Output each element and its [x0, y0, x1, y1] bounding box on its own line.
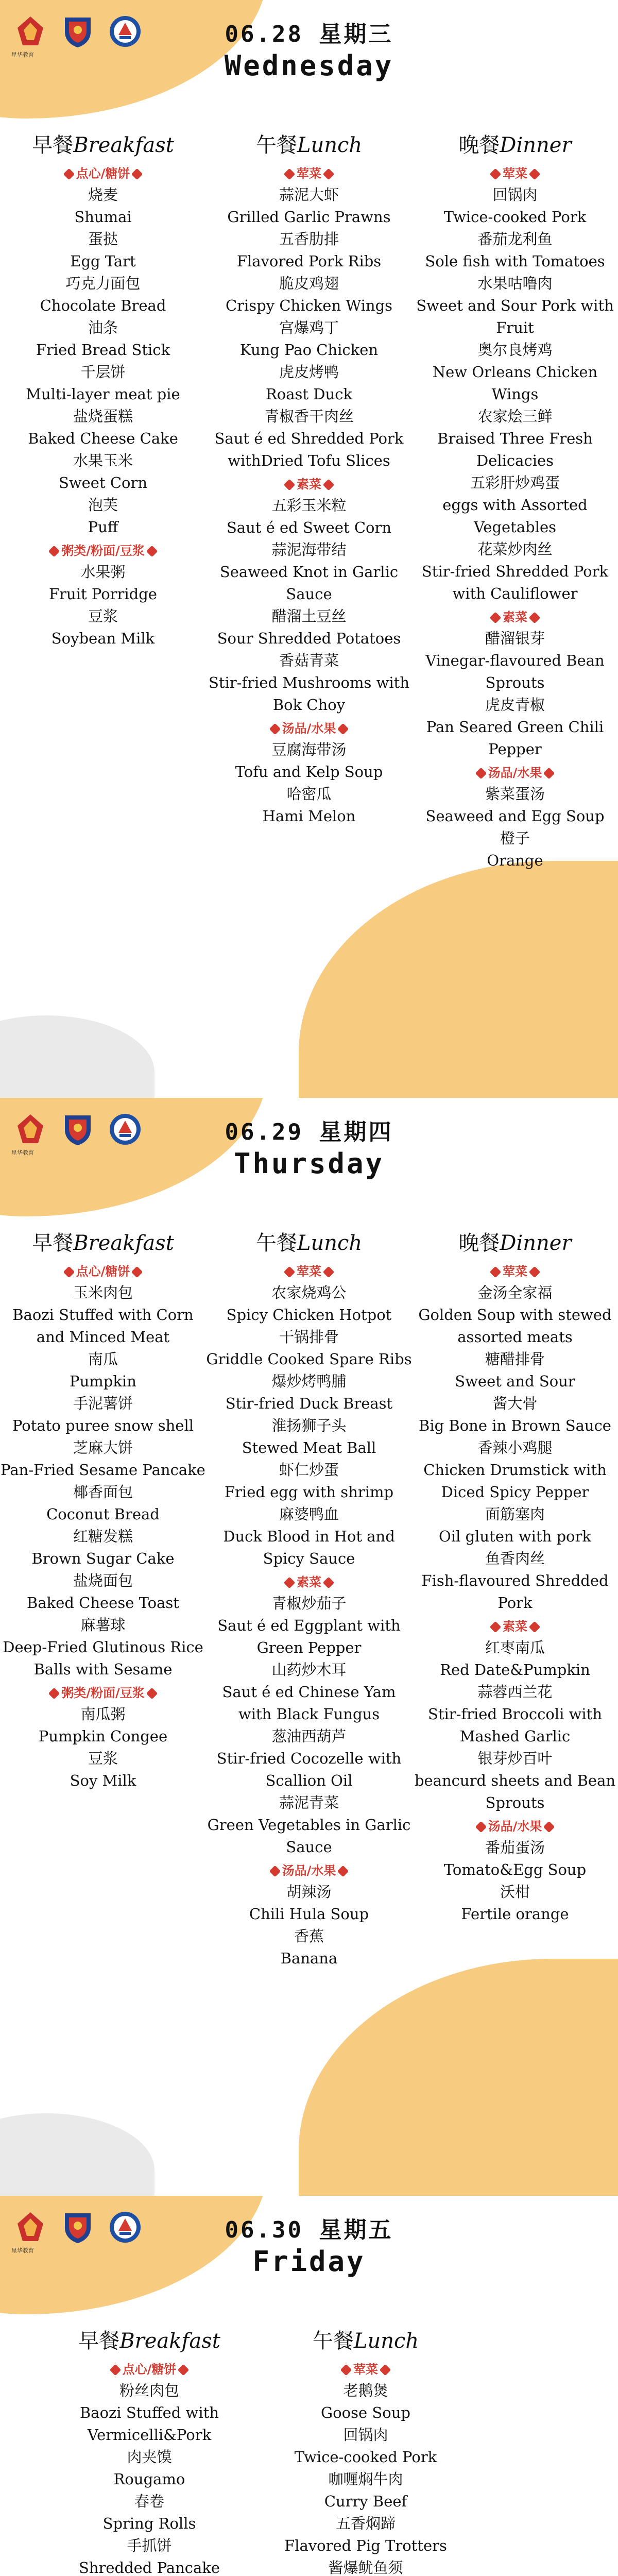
menu-item: Braised Three Fresh Delicacies [437, 430, 593, 469]
meal-title [412, 1227, 618, 1256]
diamond-icon [529, 1621, 541, 1633]
menu-item: 麻薯球 [80, 1616, 126, 1634]
menu-item: Sole fish with Tomatoes [425, 252, 605, 270]
menu-item: Kung Pao Chicken [239, 341, 379, 359]
menu-item: Fertile orange [461, 1905, 569, 1923]
menu-item: 农家烩三鲜 [477, 408, 553, 425]
menu-item: 宫爆鸡丁 [279, 319, 339, 336]
section-label-text: 荤菜 [297, 1264, 321, 1279]
menu-item: Saut é ed Shredded Pork withDried Tofu Slices [214, 430, 404, 469]
meal-title-cn: 早餐 [32, 1231, 74, 1255]
menu-item: 脆皮鸡翅 [279, 275, 339, 292]
diamond-icon [490, 612, 502, 624]
menu-item: Puff [88, 518, 118, 536]
menu-item: Curry Beef [324, 2493, 407, 2510]
meal-title-cn: 午餐 [312, 2329, 354, 2353]
menu-item: 盐烧蛋糕 [73, 408, 133, 425]
decorative-blob [299, 1959, 618, 2196]
menu-item: 五香焖蹄 [335, 2515, 396, 2532]
logo-caption: 星华教育 [11, 1149, 34, 1156]
menu-item: Potato puree snow shell [12, 1417, 194, 1434]
section-label [41, 2360, 258, 2379]
section-label [412, 1817, 618, 1836]
menu-item: 奥尔良烤鸡 [477, 341, 553, 359]
menu-item: 泡芙 [88, 496, 118, 514]
menu-item: Goose Soup [321, 2404, 410, 2421]
menu-item: 豆浆 [88, 1750, 118, 1767]
menu-item: 山药炒木耳 [271, 1661, 347, 1679]
section-label [258, 2360, 474, 2379]
menu-item: 紫菜蛋汤 [485, 785, 545, 803]
day-header [0, 1113, 618, 1180]
menu-item: Soybean Milk [51, 630, 155, 647]
section-label [412, 608, 618, 626]
meal-column [206, 1227, 412, 1970]
menu-item: Stewed Meat Ball [242, 1439, 376, 1456]
menu-item: 咖喱焖牛肉 [328, 2470, 403, 2488]
menu-item: 醋溜银芽 [485, 630, 545, 647]
day-menu [0, 2196, 618, 2576]
menu-item: Duck Blood in Hot and Spicy Sauce [223, 1528, 395, 1567]
menu-item: Sour Shredded Potatoes [217, 630, 401, 647]
section-label [0, 541, 206, 560]
diamond-icon [63, 168, 75, 180]
meal-title-en: Breakfast [119, 2329, 220, 2353]
menu-item: Spicy Chicken Hotpot [226, 1306, 392, 1324]
menu-item: Sweet Corn [58, 474, 148, 492]
menu-item: 水果玉米 [73, 452, 133, 469]
menu-item: Tofu and Kelp Soup [235, 763, 383, 781]
menu-item: 南瓜 [88, 1350, 118, 1368]
menu-item: Golden Soup with stewed assorted meats [418, 1306, 612, 1346]
menu-item: Baked Cheese Cake [28, 430, 178, 447]
diamond-icon [269, 723, 281, 735]
meal-title [412, 129, 618, 158]
menu-item: Baked Cheese Toast [27, 1594, 179, 1612]
diamond-icon [529, 612, 541, 624]
meal-title [206, 129, 412, 158]
menu-item: Griddle Cooked Spare Ribs [206, 1350, 412, 1368]
menu-item: 香蕉 [294, 1927, 324, 1945]
menu-item: 虎皮烤鸭 [279, 363, 339, 381]
meal-title-en: Lunch [297, 133, 363, 157]
diamond-icon [146, 546, 158, 557]
section-label [206, 475, 412, 494]
menu-item: 淮扬狮子头 [271, 1417, 347, 1434]
section-label [206, 1573, 412, 1591]
menu-item: Flavored Pork Ribs [236, 252, 382, 270]
menu-item: 酱爆鱿鱼须 [328, 2559, 403, 2576]
menu-item: 干锅排骨 [279, 1328, 339, 1346]
section-label-text: 点心/糖饼 [76, 1264, 130, 1279]
diamond-icon [131, 1266, 143, 1278]
menu-item: 春卷 [134, 2493, 164, 2510]
diamond-icon [48, 1688, 60, 1700]
diamond-icon [323, 168, 335, 180]
menu-item: Pumpkin Congee [38, 1727, 168, 1745]
diamond-icon [323, 1266, 335, 1278]
menu-item: Twice-cooked Pork [294, 2448, 437, 2466]
menu-item: 玉米肉包 [73, 1284, 133, 1301]
menu-item: 手抓饼 [127, 2537, 172, 2554]
menu-item: Brown Sugar Cake [31, 1550, 175, 1567]
menu-item: Flavored Pig Trotters [284, 2537, 447, 2554]
menu-item: Tomato&Egg Soup [443, 1861, 587, 1878]
section-label [206, 719, 412, 738]
meal-columns [0, 2325, 618, 2576]
logo-caption: 星华教育 [11, 52, 34, 58]
menu-item: 醋溜土豆丝 [271, 607, 347, 625]
menu-item: 巧克力面包 [65, 275, 141, 292]
diamond-icon [337, 723, 349, 735]
diamond-icon [380, 2364, 391, 2376]
meal-column [0, 1227, 206, 1970]
menu-item: Orange [487, 852, 543, 869]
section-label [412, 764, 618, 782]
diamond-icon [475, 1821, 487, 1833]
menu-item: Stir-fried Broccoli with Mashed Garlic [427, 1705, 603, 1745]
diamond-icon [284, 168, 296, 180]
menu-item: 胡辣汤 [286, 1883, 332, 1901]
section-label-text: 粥类/粉面/豆浆 [61, 544, 145, 558]
menu-item: 油条 [88, 319, 118, 336]
day-menu [0, 0, 618, 1098]
menu-item: 爆炒烤鸭脯 [271, 1372, 347, 1390]
menu-item: Chocolate Bread [40, 297, 166, 314]
menu-item: Pumpkin [70, 1372, 136, 1390]
meal-title-en: Lunch [353, 2329, 419, 2353]
menu-item: 五香肋排 [279, 230, 339, 248]
menu-item: 粉丝肉包 [119, 2382, 179, 2399]
diamond-icon [529, 1266, 541, 1278]
menu-item: Saut é ed Sweet Corn [226, 519, 392, 536]
menu-item: 农家烧鸡公 [271, 1284, 347, 1301]
diamond-icon [269, 1866, 281, 1877]
diamond-icon [131, 168, 143, 180]
menu-item: 千层饼 [80, 363, 126, 381]
section-label-text: 荤菜 [503, 1264, 527, 1279]
menu-item: Baozi Stuffed with Vermicelli&Pork [79, 2404, 219, 2444]
menu-item: Multi-layer meat pie [26, 385, 180, 403]
menu-item: 回锅肉 [343, 2426, 388, 2444]
menu-item: Chili Hula Soup [249, 1905, 369, 1923]
menu-item: 蒜泥大虾 [279, 186, 339, 204]
menu-item: Sweet and Sour Pork with Fruit [416, 297, 614, 336]
meal-column [258, 2325, 474, 2576]
menu-item: 豆浆 [88, 607, 118, 625]
menu-item: Coconut Bread [46, 1505, 160, 1523]
menu-item: 虾仁炒蛋 [279, 1461, 339, 1479]
menu-item: 椰香面包 [73, 1483, 133, 1501]
diamond-icon [543, 768, 555, 779]
section-label-text: 荤菜 [353, 2362, 378, 2377]
diamond-icon [63, 1266, 75, 1278]
menu-item: Stir-fried Shredded Pork with Cauliflower [421, 563, 609, 602]
menu-item: Chicken Drumstick with Diced Spicy Pepper [423, 1461, 607, 1501]
menu-item: Seaweed and Egg Soup [425, 807, 605, 825]
menu-item: Saut é ed Chinese Yam with Black Fungus [222, 1683, 396, 1723]
meal-title [41, 2325, 258, 2354]
meal-column [412, 1227, 618, 1970]
diamond-icon [490, 1621, 502, 1633]
menu-item: 花菜炒肉丝 [477, 540, 553, 558]
date-title: 06.28 星期三 [225, 21, 393, 47]
menu-item: Hami Melon [262, 807, 356, 825]
meal-title-cn: 午餐 [255, 1231, 297, 1255]
diamond-icon [337, 1866, 349, 1877]
section-label [412, 1617, 618, 1636]
menu-item: Grilled Garlic Prawns [227, 208, 391, 226]
menu-item: 蛋挞 [88, 230, 118, 248]
diamond-icon [284, 479, 296, 491]
section-label [206, 1861, 412, 1880]
menu-item: 烧麦 [88, 186, 118, 204]
menu-item: Soy Milk [70, 1772, 136, 1789]
diamond-icon [543, 1821, 555, 1833]
diamond-icon [340, 2364, 352, 2376]
menu-item: 面筋塞肉 [485, 1505, 545, 1523]
meal-title [258, 2325, 474, 2354]
diamond-icon [48, 546, 60, 557]
menu-item: Stir-fried Duck Breast [225, 1395, 393, 1412]
diamond-icon [490, 1266, 502, 1278]
section-label [206, 164, 412, 183]
menu-item: 红糖发糕 [73, 1528, 133, 1545]
section-label-text: 素菜 [297, 477, 321, 492]
menu-item: 芝麻大饼 [73, 1439, 133, 1456]
menu-item: Red Date&Pumpkin [440, 1661, 590, 1679]
meal-columns [0, 1227, 618, 1970]
weekday-title: Thursday [233, 1147, 385, 1180]
menu-item: Fried egg with shrimp [224, 1483, 394, 1501]
menu-item: 盐烧面包 [73, 1572, 133, 1589]
menu-item: Roast Duck [265, 385, 353, 403]
menu-item: Fruit Porridge [49, 585, 157, 603]
meal-title-cn: 早餐 [78, 2329, 120, 2353]
menu-item: 蒜蓉西兰花 [477, 1683, 553, 1701]
section-label [206, 1262, 412, 1281]
menu-item: Sweet and Sour [455, 1372, 575, 1390]
menu-item: 五彩玉米粒 [271, 497, 347, 514]
diamond-icon [323, 479, 335, 491]
decorative-blob [0, 2113, 154, 2196]
day-header [0, 15, 618, 82]
menu-item: 红枣南瓜 [485, 1639, 545, 1656]
menu-item: Egg Tart [70, 252, 136, 270]
meal-title [0, 129, 206, 158]
diamond-icon [323, 1577, 335, 1589]
menu-item: Stir-fried Cocozelle with Scallion Oil [216, 1750, 402, 1789]
menu-item: Saut é ed Eggplant with Green Pepper [217, 1617, 401, 1656]
menu-item: Crispy Chicken Wings [225, 297, 393, 314]
menu-item: 葱油西葫芦 [271, 1727, 347, 1745]
meal-title-en: Breakfast [73, 133, 174, 157]
menu-item: 水果咕噜肉 [477, 275, 553, 292]
meal-column [0, 129, 206, 872]
day-header [0, 2211, 618, 2278]
menu-item: Big Bone in Brown Sauce [419, 1417, 611, 1434]
section-label-text: 点心/糖饼 [122, 2362, 177, 2377]
menu-item: 蒜泥青菜 [279, 1794, 339, 1811]
section-label [0, 1262, 206, 1281]
meal-columns [0, 129, 618, 872]
diamond-icon [284, 1577, 296, 1589]
menu-item: Vinegar-flavoured Bean Sprouts [425, 652, 605, 691]
menu-item: 沃柑 [500, 1883, 530, 1901]
logo-caption: 星华教育 [11, 2247, 34, 2254]
menu-item: 橙子 [500, 829, 530, 847]
section-label-text: 汤品/水果 [488, 766, 542, 780]
menu-item: 银芽炒百叶 [477, 1750, 553, 1767]
diamond-icon [284, 1266, 296, 1278]
menu-item: Shredded Pancake [78, 2559, 220, 2576]
day-menu [0, 1098, 618, 2196]
section-label-text: 汤品/水果 [282, 1863, 336, 1878]
section-label-text: 粥类/粉面/豆浆 [61, 1686, 145, 1700]
decorative-blob [299, 861, 618, 1098]
menu-item: Pan Seared Green Chili Pepper [426, 718, 604, 758]
weekday-title: Friday [252, 2245, 366, 2278]
menu-item: 香辣小鸡腿 [477, 1439, 553, 1456]
meal-title-en: Lunch [297, 1231, 363, 1255]
menu-item: 哈密瓜 [286, 785, 332, 803]
diamond-icon [475, 768, 487, 779]
menu-item: Fried Bread Stick [36, 341, 170, 359]
menu-item: eggs with Assorted Vegetables [442, 496, 588, 536]
weekday-title: Wednesday [224, 49, 394, 82]
date-title: 06.30 星期五 [225, 2217, 393, 2243]
meal-title [206, 1227, 412, 1256]
diamond-icon [529, 168, 541, 180]
menu-item: 手泥薯饼 [73, 1395, 133, 1412]
meal-title-cn: 早餐 [32, 133, 74, 157]
menu-item: 回锅肉 [492, 186, 538, 204]
menu-item: Oil gluten with pork [439, 1528, 591, 1545]
menu-item: Fish-flavoured Shredded Pork [421, 1572, 609, 1612]
menu-item: Stir-fried Mushrooms with Bok Choy [208, 674, 409, 714]
menu-item: beancurd sheets and Bean Sprouts [414, 1772, 616, 1811]
menu-item: 虎皮青椒 [485, 696, 545, 714]
meal-column [41, 2325, 258, 2576]
date-title: 06.29 星期四 [225, 1119, 393, 1145]
meal-title-cn: 晚餐 [458, 1231, 500, 1255]
menu-item: Deep-Fried Glutinous Rice Balls with Sesame [3, 1638, 203, 1678]
menu-item: Banana [280, 1950, 338, 1967]
meal-column [206, 129, 412, 872]
section-label [412, 164, 618, 183]
meal-title-cn: 晚餐 [458, 133, 500, 157]
menu-item: 番茄龙利鱼 [477, 230, 553, 248]
menu-item: 麻婆鸭血 [279, 1505, 339, 1523]
menu-item: 五彩肝炒鸡蛋 [470, 474, 560, 492]
menu-item: 青椒炒茄子 [271, 1595, 347, 1612]
menu-item: Baozi Stuffed with Corn and Minced Meat [12, 1306, 194, 1346]
menu-item: Twice-cooked Pork [443, 208, 587, 226]
section-label [0, 1684, 206, 1702]
meal-title [0, 1227, 206, 1256]
menu-item: New Orleans Chicken Wings [432, 363, 598, 403]
menu-item: 酱大骨 [492, 1395, 538, 1412]
menu-item: 青椒香干肉丝 [264, 408, 354, 425]
meal-column [412, 129, 618, 872]
menu-item: Green Vegetables in Garlic Sauce [207, 1816, 411, 1856]
menu-item: 肉夹馍 [127, 2448, 172, 2466]
menu-item: 老鹅煲 [343, 2382, 388, 2399]
menu-item: 水果粥 [80, 563, 126, 581]
menu-item: 南瓜粥 [80, 1705, 126, 1723]
section-label-text: 点心/糖饼 [76, 166, 130, 181]
meal-title-cn: 午餐 [255, 133, 297, 157]
section-label-text: 汤品/水果 [282, 721, 336, 736]
section-label-text: 荤菜 [297, 166, 321, 181]
diamond-icon [109, 2364, 121, 2376]
meal-title-en: Dinner [500, 1231, 572, 1255]
menu-item: Pan-Fried Sesame Pancake [1, 1461, 205, 1479]
section-label-text: 汤品/水果 [488, 1819, 542, 1834]
menu-item: 番茄蛋汤 [485, 1839, 545, 1856]
menu-item: 金汤全家福 [477, 1284, 553, 1301]
section-label-text: 素菜 [503, 1619, 527, 1634]
meal-title-en: Breakfast [73, 1231, 174, 1255]
menu-item: 蒜泥海带结 [271, 541, 347, 558]
menu-item: Seaweed Knot in Garlic Sauce [219, 563, 399, 603]
menu-item: 香菇青菜 [279, 652, 339, 669]
diamond-icon [178, 2364, 190, 2376]
section-label [412, 1262, 618, 1281]
menu-item: Shumai [74, 208, 132, 226]
diamond-icon [146, 1688, 158, 1700]
menu-item: 鱼香肉丝 [485, 1550, 545, 1567]
decorative-blob [0, 1015, 154, 1098]
menu-item: 豆腐海带汤 [271, 741, 347, 758]
menu-item: Rougamo [113, 2470, 185, 2488]
section-label [0, 164, 206, 183]
section-label-text: 荤菜 [503, 166, 527, 181]
menu-item: Spring Rolls [102, 2515, 196, 2532]
section-label-text: 素菜 [503, 610, 527, 624]
section-label-text: 素菜 [297, 1575, 321, 1589]
diamond-icon [490, 168, 502, 180]
menu-item: 糖醋排骨 [485, 1350, 545, 1368]
meal-title-en: Dinner [500, 133, 572, 157]
